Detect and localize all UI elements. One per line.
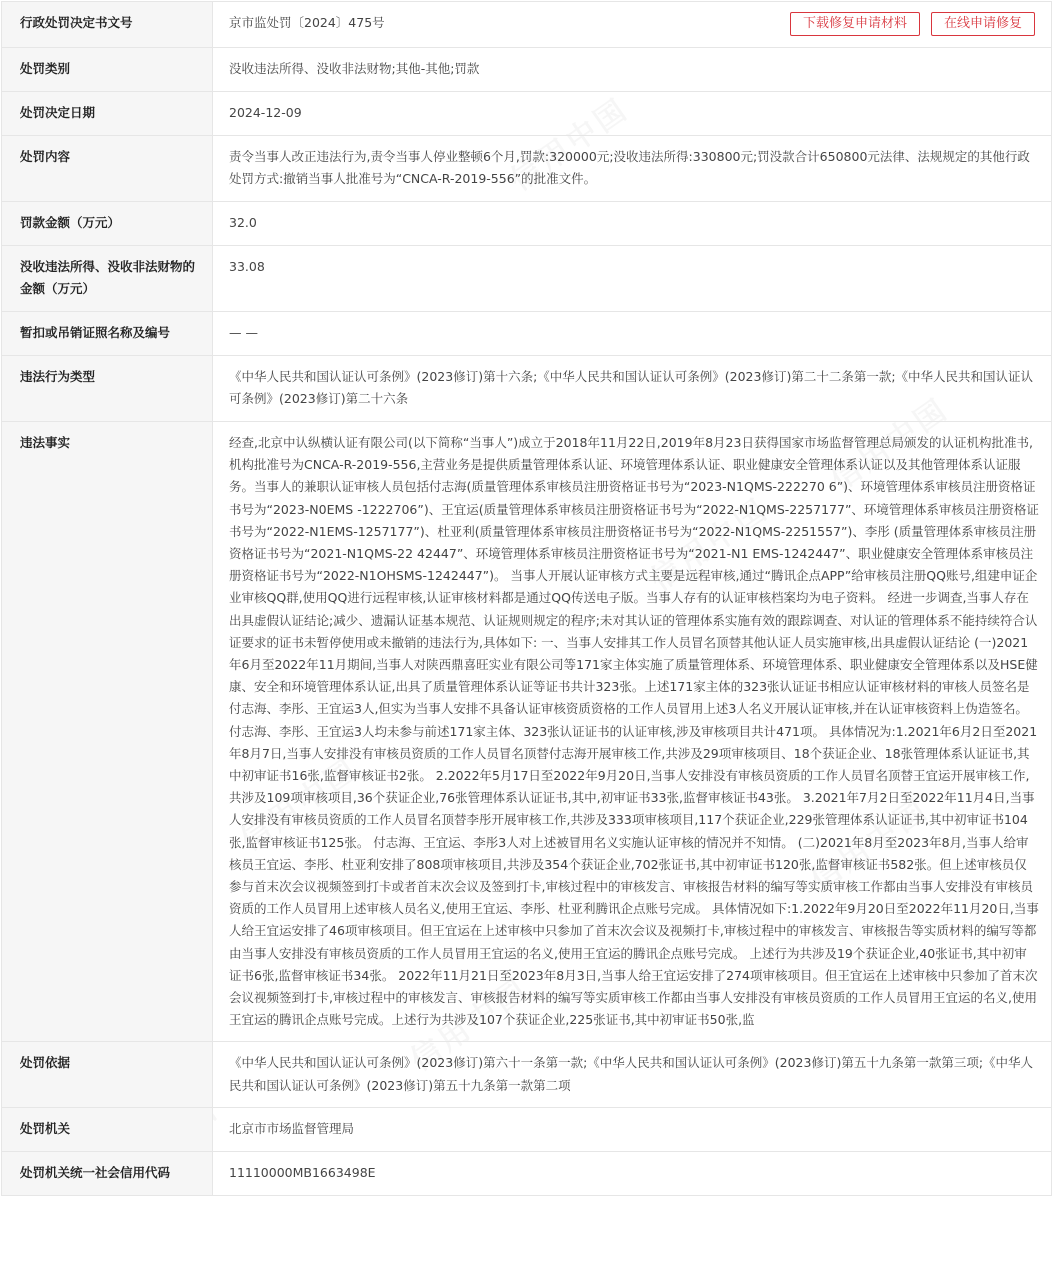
violation-type-value: 《中华人民共和国认证认可条例》(2023修订)第十六条;《中华人民共和国认证认可条例》(2023修订)第二十二条第一款;《中华人民共和国认证认可条例》(2023修订)第二十六条 bbox=[213, 356, 1052, 422]
row-penalty-content bbox=[2, 136, 1052, 202]
row-violation-facts bbox=[2, 422, 1052, 1042]
row-fine-amount bbox=[2, 202, 1052, 246]
field-label: 处罚机关 bbox=[2, 1108, 213, 1152]
decision-number-value: 京市监处罚〔2024〕475号 bbox=[213, 2, 1052, 48]
penalty-basis-value: 《中华人民共和国认证认可条例》(2023修订)第六十一条第一款;《中华人民共和国认证认可条例》(2023修订)第五十九条第一款第三项;《中华人民共和国认证认可条例》(2023修订)第五十九条第一款第二项 bbox=[213, 1042, 1052, 1108]
field-label: 处罚机关统一社会信用代码 bbox=[2, 1152, 213, 1196]
row-confiscation-amount bbox=[2, 246, 1052, 312]
penalty-category-value: 没收违法所得、没收非法财物;其他-其他;罚款 bbox=[213, 48, 1052, 92]
penalty-content-value: 责令当事人改正违法行为,责令当事人停业整顿6个月,罚款:320000元;没收违法所得:330800元;罚没款合计650800元法律、法规规定的其他行政处罚方式:撤销当事人批准号为“CNCA-R-2019-556”的批准文件。 bbox=[213, 136, 1052, 202]
row-authority-credit-code bbox=[2, 1152, 1052, 1196]
field-label: 处罚内容 bbox=[2, 136, 213, 202]
row-penalty-category bbox=[2, 48, 1052, 92]
field-label: 处罚依据 bbox=[2, 1042, 213, 1108]
field-label: 处罚决定日期 bbox=[2, 92, 213, 136]
field-label: 罚款金额（万元） bbox=[2, 202, 213, 246]
penalty-detail-table bbox=[1, 1, 1052, 1196]
penalty-authority-value: 北京市市场监督管理局 bbox=[213, 1108, 1052, 1152]
row-penalty-basis bbox=[2, 1042, 1052, 1108]
repair-actions bbox=[790, 12, 1035, 36]
field-label: 暂扣或吊销证照名称及编号 bbox=[2, 312, 213, 356]
row-penalty-authority bbox=[2, 1108, 1052, 1152]
field-label: 违法事实 bbox=[2, 422, 213, 1042]
row-license-revoked bbox=[2, 312, 1052, 356]
license-revoked-value: — — bbox=[213, 312, 1052, 356]
field-label: 没收违法所得、没收非法财物的金额（万元） bbox=[2, 246, 213, 312]
confiscation-amount-value: 33.08 bbox=[213, 246, 1052, 312]
field-label: 行政处罚决定书文号 bbox=[2, 2, 213, 48]
row-decision-date bbox=[2, 92, 1052, 136]
row-violation-type bbox=[2, 356, 1052, 422]
download-repair-materials-button[interactable]: 下载修复申请材料 bbox=[790, 12, 920, 36]
violation-facts-value: 经查,北京中认纵横认证有限公司(以下简称“当事人”)成立于2018年11月22日,2019年8月23日获得国家市场监督管理总局颁发的认证机构批准书,机构批准号为CNCA-R-2019-556,主营业务是提供质量管理体系认证、环境管理体系认证、职业健康安全管理体系认证以及其他管理体系认证服务。当事人的兼职认证审核人员包括付志海(质量管理体系审核员注册资格证书号为“2023-N1QMS-222270 6”)、环境管理体系审核员注册资格证书号为“2023-N0EMS -1222706”)、王宜运(质量管理体系审核员注册资格证书号为“2022-N1QMS-2257177”、环境管理体系审核员注册资格证书号为“2022-N1EMS-1257177”)、杜亚利(质量管理体系审核员注册资格证书号为“2022-N1QMS-2251557”)、李彤 (质量管理体系审核员注册资格证书号为“2021-N1QMS-22 42447”、环境管理体系审核员注册资格证书号为“2021-N1 EMS-1242447”、职业健康安全管理体系审核员注册资格证书号为“2022-N1OHSMS-1242447”)。 当事人开展认证审核方式主要是远程审核,通过“腾讯企点APP”给审核员注册QQ账号,组建申证企业审核QQ群,使用QQ进行远程审核,认证审核材料都是通过QQ传送电子版。当事人存有的认证审核档案均为电子资料。 经进一步调查,当事人存在出具虚假认证结论;减少、遗漏认证基本规范、认证规则规定的程序;未对其认证的管理体系实施有效的跟踪调查、对认证的管理体系不能持续符合认证要求的证书未暂停使用或未撤销的违法行为,具体如下: 一、当事人安排其工作人员冒名顶替其他认证人员实施审核,出具虚假认证结论 (一)2021年6月至2022年11月期间,当事人对陕西鼎喜旺实业有限公司等171家主体实施了质量管理体系、环境管理体系、职业健康安全管理体系以及HSE健康、安全和环境管理体系认证,出具了质量管理体系认证等证书共计323张。上述171家主体的323张认证证书相应认证审核材料的审核人员签名是付志海、李彤、王宜运3人,但实为当事人安排不具备认证审核资质资格的工作人员冒用上述3人名义开展认证审核,并在认证审核资料上伪造签名。付志海、李彤、王宜运3人均未参与前述171家主体、323张认证证书的认证审核,涉及审核项目共计471项。 具体情况为:1.2021年6月2日至2021年8月7日,当事人安排没有审核员资质的工作人员冒名顶替付志海开展审核工作,共涉及29项审核项目、18个获证企业、18张管理体系认证证书,其中初审证书16张,监督审核证书2张。 2.2022年5月17日至2022年9月20日,当事人安排没有审核员资质的工作人员冒名顶替王宜运开展审核工作,共涉及109项审核项目,36个获证企业,76张管理体系认证证书,其中,初审证书33张,监督审核证书43张。 3.2021年7月2日至2022年11月4日,当事人安排没有审核员资质的工作人员冒名顶替李彤开展审核工作,共涉及333项审核项目,117个获证企业,229张管理体系认证证书,其中初审证书104张,监督审核证书125张。 付志海、王宜运、李彤3人对上述被冒用名义实施认证审核的情况并不知情。 (二)2021年8月至2023年8月,当事人给审核员王宜运、李彤、杜亚利安排了808项审核项目,共涉及354个获证企业,702张证书,其中初审证书120张,监督审核证书582张。但上述审核员仅参与首末次会议视频签到打卡或者首末次会议及签到打卡,审核过程中的审核发言、审核报告材料的编写等实质审核工作都由当事人安排没有审核员资质的工作人员冒用上述审核人员名义,使用王宜运、李彤、杜亚利腾讯企点账号完成。 具体情况如下:1.2022年9月20日至2022年11月20日,当事人给王宜运安排了46项审核项目。但王宜运在上述审核中只参加了首末次会议及视频打卡,审核过程中的审核发言、审核报告等实质材料的编写等都由当事人安排没有审核员资质的工作人员冒用王宜运的名义,使用王宜运的腾讯企点账号完成。 上述行为共涉及19个获证企业,40张证书,其中初审证书6张,监督审核证书34张。 2022年11月21日至2023年8月3日,当事人给王宜运安排了274项审核项目。但王宜运在上述审核中只参加了首末次会议视频签到打卡,审核过程中的审核发言、审核报告材料的编写等实质审核工作都由当事人安排没有审核员资质的工作人员冒用王宜运的名义,使用王宜运的腾讯企点账号完成。上述行为共涉及107个获证企业,225张证书,其中初审证书50张,监 bbox=[213, 422, 1052, 1042]
decision-date-value: 2024-12-09 bbox=[213, 92, 1052, 136]
authority-credit-code-value: 11110000MB1663498E bbox=[213, 1152, 1052, 1196]
field-label: 处罚类别 bbox=[2, 48, 213, 92]
fine-amount-value: 32.0 bbox=[213, 202, 1052, 246]
field-label: 违法行为类型 bbox=[2, 356, 213, 422]
online-repair-application-button[interactable]: 在线申请修复 bbox=[931, 12, 1035, 36]
